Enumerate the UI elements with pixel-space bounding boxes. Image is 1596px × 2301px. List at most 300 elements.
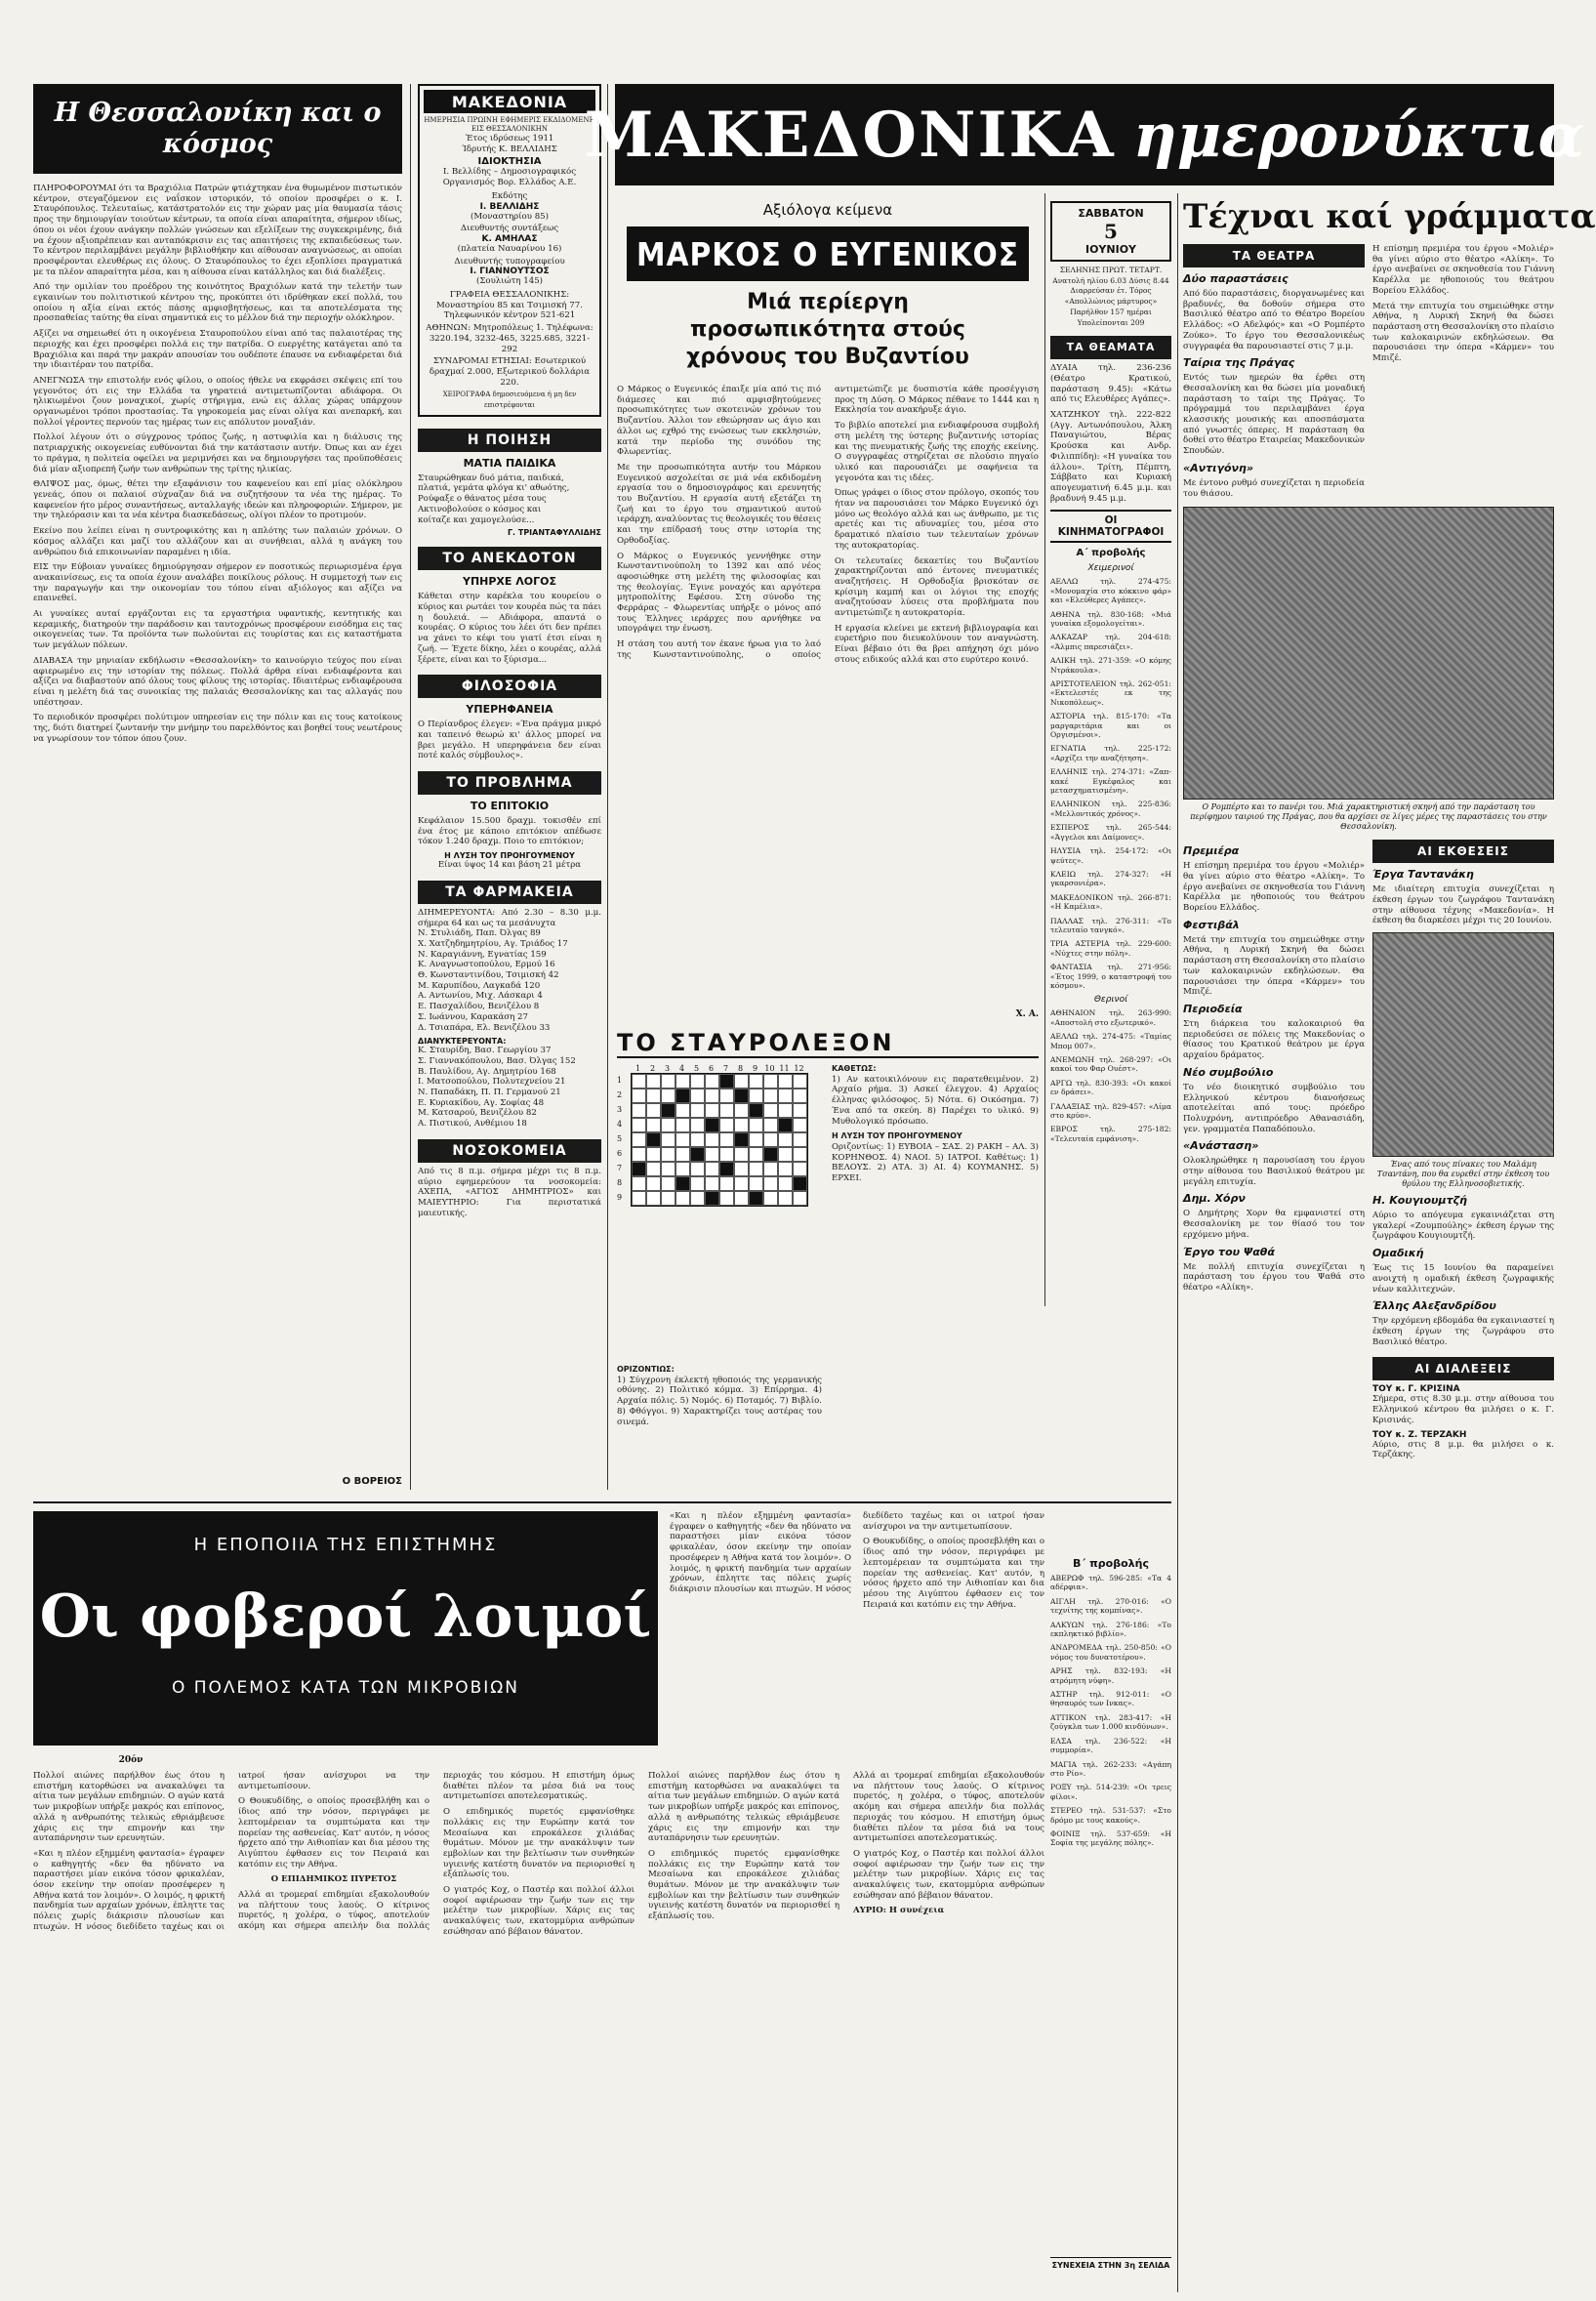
psathas-title: Έργο του Ψαθά (1183, 1245, 1275, 1258)
list-item: ΑΛΚΑΖΑΡ τηλ. 204-618: «Άλμπις παρεσιάζει». (1050, 633, 1171, 651)
col-number: 7 (722, 1064, 729, 1073)
crossword-cell (705, 1147, 719, 1162)
crossword-cell (675, 1118, 690, 1132)
list-item: Ι. Ματσοπούλου, Πολυτεχνείου 21 (418, 1077, 566, 1088)
paragraph: Πολλοί αιώνες παρήλθον έως ότου η επιστήμη κατορθώσει να ανακαλύψει τα αίτια των μεγάλων επιδημιών. Ο αγών κατά των μικροβίων υπήρξε μακρός και επίπονος, αλλά η ανθρωπότης τελικώς εθριάμβευσε χάρις εις την επιμονήν και την αυταπάρνησιν των ερευνητών. (648, 1771, 839, 1844)
crossword-cell (763, 1147, 778, 1162)
anecdote-title: ΥΠΗΡΧΕ ΛΟΓΟΣ (462, 575, 556, 589)
paragraph: ΔΙΑΒΑΣΑ την μηνιαίαν εκδήλωσιν «Θεσσαλονίκη» το καινούργιο τεύχος που είναι αφιερωμένο εις την ιστορίαν της πόλεως. Πολλά άρθρα είναι ενδιαφέροντα και αξίζει να διαβαστούν από όλους τους φίλους της ιστορίας. Ιδιαιτέρως ενδιαφέρουσα είναι η μελέτη διά τας συνοικίας της παλαιάς Θεσσαλονίκης και τας αλλαγάς που υπέστησαν. (33, 655, 402, 708)
crossword-cell (763, 1118, 778, 1132)
problem-answer: Είναι ύψος 14 και βάση 21 μέτρα (437, 860, 582, 871)
crossword-cell (734, 1162, 749, 1176)
horizontal-label: ΟΡΙΖΟΝΤΙΩΣ: (617, 1365, 675, 1374)
crossword-cell (646, 1147, 661, 1162)
list-item: ΑΘΗΝΑΙΟΝ τηλ. 263-990: «Αποστολή στο εξωτερικό». (1050, 1008, 1171, 1027)
problem-body: Κεφάλαιον 15.500 δραχμ. τοκισθέν επί ένα έτος με κάποιο επιτόκιον απέδωσε τόκον 1.240 δραχμ. Ποιο το επιτόκιον; (418, 816, 601, 847)
poem-line: πλατιά, γεμάτα φλόγα κι' αθωότης, (418, 483, 570, 494)
poem-line: Σταυρώθηκαν δυό μάτια, παιδικά, (418, 473, 564, 483)
tantanaki-body: Με ιδιαίτερη επιτυχία συνεχίζεται η έκθεση έργων του ζωγράφου Ταντανάκη στην αίθουσα τέχνης «Μακεδονία». Η έκθεση θα διαρκέσει μέχρι τις 20 Ιουνίου. (1372, 884, 1554, 926)
paragraph: Ο Θουκυδίδης, ο οποίος προσεβλήθη και ο ίδιος από την νόσον, περιγράφει με λεπτομέρειαν τα συμπτώματα και την πορείαν της ασθενείας. Κατ' αυτόν, η νόσος ήρχετο από την Αιθιοπίαν και δια μέσου της Αιγύπτου έφθασεν εις τον Πειραιά και κατόπιν εις την Αθήνα. (863, 1537, 1044, 1610)
crossword-cell (675, 1162, 690, 1176)
paragraph: Το περιοδικόν προσφέρει πολύτιμον υπηρεσίαν εις την πόλιν και εις τους κατοίκους της, διότι διατηρεί ζωντανήν την μνήμην του παρελθόντος και βοηθεί τους νεωτέρους να γνωρίσουν τον τόπον όπου ζουν. (33, 713, 402, 744)
section-divider (33, 1501, 1171, 1503)
crossword-cell (719, 1132, 734, 1147)
crossword-cell (632, 1132, 646, 1147)
masthead-ownership-label: ΙΔΙΟΚΤΗΣΙΑ (477, 156, 542, 168)
cinema-column (1050, 193, 1171, 1306)
masthead-founder: Ίδρυτής Κ. ΒΕΛΛΙΔΗΣ (462, 144, 557, 154)
arts-right-bottom (1372, 840, 1554, 1460)
list-item: ΑΤΤΙΚΟΝ τηλ. 283-417: «Η ζούγκλα των 1.000 κινδύνων». (1050, 1712, 1171, 1732)
column-divider (1044, 193, 1045, 1306)
paragraph: Το βιβλίο αποτελεί μια ενδιαφέρουσα συμβολή στη μελέτη της ύστερης βυζαντινής ιστορίας και της πνευματικής ζωής της εποχής εκείνης. Ο συγγραφέας στηρίζεται σε πλούσιο πηγαίο υλικό και παρουσιάζει με σαφήνεια τα γεγονότα και τις ιδέες. (835, 421, 1039, 483)
psathas-body: Με πολλή επιτυχία συνεχίζεται η παράσταση του έργου του Ψαθά στο θέατρο «Αλίκη». (1183, 1261, 1365, 1293)
paragraph: Ο Μάρκος ο Ευγενικός έπαιξε μία από τις πιό διάμεσες και πιό αμφισβητούμενες προσωπικότητες των σκοτεινών χρόνων του Βυζαντίου. Άλλοι τον εθεώρησαν ως άγιο και άλλοι ως εχθρό της ενώσεως των εκκλησιών, κατά την περίοδο της συνόδου της Φλωρεντίας. (617, 385, 821, 458)
poem-line: κοίταζε και χαμογελούσε... (418, 514, 535, 525)
list-item: Κ. Σταυρίδη, Βασ. Γεωργίου 37 (418, 1046, 552, 1056)
col-number: 4 (678, 1064, 685, 1073)
col-number: 6 (708, 1064, 715, 1073)
tours-body: Στη διάρκεια του καλοκαιριού θα περιοδεύσει σε πόλεις της Μακεδονίας ο θίασος του Κρατικού θεάτρου με έργα αρχαίου δράματος. (1183, 1018, 1365, 1061)
crossword-cell (632, 1176, 646, 1191)
premiere-body: Η επίσημη πρεμιέρα του έργου «Μολιέρ» θα γίνει αύριο στο θέατρο «Αλίκη». Το έργο ανεβαίνει σε σκηνοθεσία του Γιάννη Καρέλλα με ηθοποιούς του θεάτρου Βορείου Ελλάδος. (1183, 861, 1365, 914)
list-item: Ν. Παπαδάκη, Π. Π. Γερμανού 21 (418, 1088, 561, 1098)
night-pharmacy-label: ΔΙΑΝΥΚΤΕΡΕΥΟΝΤΑ: (418, 1037, 507, 1047)
list-item: ΑΣΤΗΡ τηλ. 912-011: «Ο θησαυρός των Ινκας». (1050, 1690, 1171, 1708)
crossword-clues (832, 1064, 1039, 1357)
list-item: Χ. Χατζηδημητρίου, Αγ. Τριάδος 17 (418, 938, 568, 949)
arts-column (1183, 193, 1596, 2292)
paragraph: Ο επιδημικός πυρετός εμφανίσθηκε πολλάκις εις την Ευρώπην κατά τον Μεσαίωνα και επροκάλεσε χιλιάδας θυμάτων. Μόνον με την ανακάλυψιν των εμβολίων και την βελτίωσιν των συνθηκών υγιεινής κατέστη δυνατόν να περιορισθεί η εξάπλωσίς του. (648, 1848, 839, 1922)
horizontal-clues: 1) Σύγχρονη έκλεκτή ηθοποιός της γερμανικής οθόνης. 2) Πολιτικό κόμμα. 3) Επίρρημα. 4) Αρχαία πόλις. 5) Νομός. 6) Ποταμός. 7) Βιβλίο. 8) Φθόγγοι. 9) Χαρακτηρίζει τους αστέρας του σινεμά. (617, 1375, 822, 1427)
crossword-cell (734, 1074, 749, 1089)
feature-article (617, 193, 1039, 1427)
crossword-cell (690, 1074, 705, 1089)
poem-line: Ακτινοβολούσε ο κόσμος και (418, 504, 542, 514)
crossword-cell (661, 1118, 675, 1132)
row-number: 8 (617, 1178, 623, 1187)
col-number: 2 (649, 1064, 656, 1073)
new-council-title: Νέο συμβούλιο (1183, 1065, 1274, 1079)
crossword-cell (749, 1191, 763, 1206)
list-item: Σ. Γιαννακόπουλου, Βασ. Όλγας 152 (418, 1055, 576, 1066)
crossword-cell (690, 1162, 705, 1176)
crossword-cell (793, 1103, 807, 1118)
second-run-column (1050, 1552, 1171, 2294)
paragraph: «Και η πλέον εξημμένη φαντασία» έγραφεν ο καθηγητής «δεν θα ηδύνατο να παραστήσει μίαν εικόνα τόσον φρικαλέαν, όσον εκείνην την οποίαν προσέφερεν η Αθήνα κατά τον λοιμόν». Ο λοιμός, η φρικτή πανδημία των αρχαίων χρόνων, έπληττε τας πόλεις χωρίς διάκρισιν πλουσίων και πτωχών. Η νόσος διεδίδετο ταχέως και οι ιατροί ήσαν ανίσχυροι να την αντιμετωπίσουν. (670, 1511, 1044, 1594)
crossword-row-numbers (617, 1073, 631, 1207)
masthead-subscription: ΣΥΝΔΡΟΜΑΙ ΕΤΗΣΙΑΙ: Εσωτερικού δραχμαί 2.000, Εξωτερικού δολλάρια 220. (429, 356, 591, 388)
masthead-offices: ΓΡΑΦΕΙΑ ΘΕΣΣΑΛΟΝΙΚΗΣ: Μοναστηρίου 85 και Τσιμισκή 77. Τηλεφωνικόν κέντρον 521-621 (436, 290, 583, 321)
crossword-cell (675, 1176, 690, 1191)
left-column-body (33, 184, 402, 1472)
almanac: ΣΕΛΗΝΗΣ ΠΡΩΤ. ΤΕΤΑΡΤ. Ανατολή ηλίου 6.03 Δύσις 8.44 Διαρρεύσαν έτ. Τόρος «Απολλώνιος μάρτυρος» Παρήλθον 157 ημέραι Υπολείπονται 209 (1052, 266, 1169, 327)
col-number: 12 (794, 1064, 804, 1073)
feature-title-box (627, 226, 1029, 281)
crossword-cell (778, 1103, 793, 1118)
poem-line: Ρούφαξε ο θάνατος μέσα τους (418, 494, 547, 505)
paragraph: Εκείνο που λείπει είναι η συντροφικότης και η απλότης των παλαιών χρόνων. Ο κόσμος αλλάζει και μαζί του αλλάζουν και αι συνήθειαι, αλλά η ανάγκη του ανθρώπου διά επικοινωνίαν παραμένει η ιδία. (33, 526, 402, 557)
crossword-cell (778, 1176, 793, 1191)
list-item: ΡΟΞΥ τηλ. 514-239: «Οι τρεις φίλοι». (1050, 1783, 1171, 1801)
crossword-cell (705, 1132, 719, 1147)
vertical-label: ΚΑΘΕΤΩΣ: (832, 1064, 877, 1073)
alexandridou-title: Έλλης Αλεξανδρίδου (1372, 1299, 1496, 1313)
horn-title: Δημ. Χόρν (1183, 1192, 1246, 1206)
kougioumtzi-body: Αύριο το απόγευμα εγκαινιάζεται στη γκαλερί «Ζουμπούλης» έκθεση έργων της ζωγράφου Κουγιουμτζή. (1372, 1211, 1554, 1242)
pharmacy-header: ΤΑ ΦΑΡΜΑΚΕΙΑ (418, 881, 601, 904)
row-number: 4 (617, 1120, 623, 1129)
masthead-note: ΧΕΙΡΟΓΡΑΦΑ δημοσιευόμενα ή μη δεν επιστρέφονται (442, 390, 577, 410)
anastasi-title: «Ανάσταση» (1183, 1139, 1259, 1153)
paragraph: ΕΙΣ την Εύβοιαν γυναίκες δημιούργησαν σήμερον εν ποσοτικώς περιωρισμένα έργα ανακαινίσεως, εις τα οποία έχουν αναλάβει ποικίλους ρόλους. Η συμμετοχή των εις την παραγωγήν και την οικονομίαν του τόπου είναι αξιόλογος και αξίζει να επαινεθεί. (33, 562, 402, 604)
paragraph: ΘΛΙΨΟΣ μας, όμως, θέτει την εξαφάνισιν του καφενείου και επί μίας ολόκληρου γενεάς, όπου οι παλαιοί σύχναζαν διά να συζητήσουν τα νέα της ημέρας. Το καφενείον ήτο μέρος συναντήσεως, ανταλλαγής ιδεών και πληροφοριών. Σήμερον, με την τηλεόρασιν και τα νέα κέντρα διασκεδάσεως, ολίγοι πλέον το προτιμούν. (33, 479, 402, 521)
crossword-cell (661, 1132, 675, 1147)
crossword-cell (705, 1074, 719, 1089)
crossword-cell (675, 1074, 690, 1089)
lecturer-1: ΤΟΥ κ. Γ. ΚΡΙΣΙΝΑ (1372, 1384, 1460, 1395)
list-item: Ε. Κυριακίδου, Αγ. Σοφίας 48 (418, 1097, 545, 1108)
crossword-cell (646, 1132, 661, 1147)
crossword-cell (719, 1176, 734, 1191)
left-column-signature: Ο ΒΟΡΕΙΟΣ (342, 1476, 402, 1487)
winter-label: Χειμερινοί (1087, 563, 1134, 574)
crossword-cell (778, 1147, 793, 1162)
paragraph: Πολλοί λέγουν ότι ο σύγχρονος τρόπος ζωής, η αστυφιλία και η διάλυσις της πατριαρχικής οικογενείας ευθύνονται διά την κατάστασιν αυτήν. Όπως και αν έχει το πράγμα, η πολιτεία οφείλει να μεριμνήσει και να δημιουργήσει τας προϋποθέσεις διά μίαν αξιοπρεπή ζωήν των ανθρώπων της τρίτης ηλικίας. (33, 432, 402, 474)
philosophy-title: ΥΠΕΡΗΦΑΝΕΙΑ (466, 703, 553, 717)
first-run-label: Α΄ προβολής (1076, 548, 1146, 559)
horn-body: Ο Δημήτρης Χορν θα εμφανιστεί στη Θεσσαλονίκη με τον θίασό του τον ερχόμενο μήνα. (1183, 1209, 1365, 1240)
row-number: 3 (617, 1105, 623, 1114)
crossword-cell (793, 1147, 807, 1162)
col-number: 8 (737, 1064, 744, 1073)
list-item: ΧΑΤΖΗΚΟΥ τηλ. 222-822 (Αγγ. Αντωνόπουλου, Άλκη Παναγιώτου, Βέρας Κρούσκα και Ανδρ. Φιλιππίδη): «Η γυναίκα του άλλου». Τρίτη, Πέμπτη, Σάββατο και Κυριακή απογευματινή 6.45 μ.μ. και βραδυνή 9.45 μ.μ. (1050, 410, 1171, 504)
list-item: Θ. Κωνσταντινίδου, Τσιμισκή 42 (418, 970, 559, 981)
crossword-cell (793, 1132, 807, 1147)
cinema-header: ΟΙ ΚΙΝΗΜΑΤΟΓΡΑΦΟΙ (1050, 510, 1171, 543)
crossword-cell (661, 1089, 675, 1103)
list-item: Β. Παυλίδου, Αγ. Δημητρίου 168 (418, 1066, 556, 1077)
arts-title: Τέχναι καί γράμματα (1183, 197, 1596, 236)
paragraph: Αλλά αι τρομεραί επιδημίαι εξακολουθούν να πλήττουν τους λαούς. Ο κίτρινος πυρετός, η χολέρα, ο τύφος, αποτελούν ακόμη και σήμερα απειλήν δια πολλάς περιοχάς του κόσμου. Η επιστήμη όμως διαθέτει πλέον τα μέσα διά να τους αντιμετωπίσει αποτελεσματικώς. (238, 1771, 634, 1932)
crossword-cell (778, 1191, 793, 1206)
crossword-cell (646, 1191, 661, 1206)
poem (418, 473, 601, 526)
philosophy-header: ΦΙΛΟΣΟΦΙΑ (418, 675, 601, 698)
row-number: 2 (617, 1090, 623, 1099)
paragraph: Ο γιατρός Κοχ, ο Παστέρ και πολλοί άλλοι σοφοί αφιέρωσαν την ζωήν των εις την μελέτην των μικροβίων. Χάρις εις τας ανακαλύψεις των, εκατομμύρια ανθρώπων εσώθησαν από βέβαιον θάνατον. (443, 1885, 634, 1937)
list-item: ΦΑΝΤΑΣΙΑ τηλ. 271-956: «Έτος 1999, ο καταστροφή του κόσμου». (1050, 963, 1171, 990)
crossword-cell (793, 1074, 807, 1089)
masthead-subtitle: ΗΜΕΡΗΣΙΑ ΠΡΩΙΝΗ ΕΦΗΜΕΡΙΣ ΕΚΔΙΔΟΜΕΝΗ ΕΙΣ ΘΕΣΣΑΛΟΝΙΚΗΝ (424, 116, 595, 133)
answer-label: Η ΛΥΣΗ ΤΟΥ ΠΡΟΗΓΟΥΜΕΝΟΥ (832, 1131, 962, 1141)
crossword-cell (719, 1191, 734, 1206)
crossword-cell (719, 1089, 734, 1103)
premiere-title: Πρεμιέρα (1183, 844, 1240, 858)
new-council-body: Το νέο διοικητικό συμβούλιο του Ελληνικού κέντρου διανοήσεως αποτελείται από τους: πρόεδρο Πολυχρόνη, αντιπρόεδρο Αθανασιάδη, γεν. γραμματέα Παπαδόπουλο. (1183, 1082, 1365, 1134)
left-column (33, 84, 402, 1490)
crossword-cell (646, 1118, 661, 1132)
masthead-printer: Ι. ΓΙΑΝΝΟΥΤΣΟΣ (470, 267, 550, 277)
paragraph: Με την προσωπικότητα αυτήν του Μάρκου Ευγενικού ασχολείται σε μιά νέα εκδιδομένη εργασία του ο δημοσιογράφος και ερευνητής του Βυζαντίου. Η εργασία αυτή εξετάζει τη ζωή και το έργο του σημαντικού αυτού ιεράρχη, αναλύοντας τις θεολογικές του θέσεις και την επίδρασή τους στην ιστορία της Ορθοδοξίας. (617, 462, 821, 546)
paragraph: Η επίσημη πρεμιέρα του έργου «Μολιέρ» θα γίνει αύριο στο θέατρο «Αλίκη». Το έργο ανεβαίνει σε σκηνοθεσία του Γιάννη Καρέλλα με ηθοποιούς του θεάτρου Βορείου Ελλάδος. (1372, 244, 1554, 296)
two-shows-title: Δύο παραστάσεις (1183, 272, 1289, 285)
crossword-cell (749, 1162, 763, 1176)
lecturer-2: ΤΟΥ κ. Ζ. ΤΕΡΖΑΚΗ (1372, 1429, 1467, 1440)
paragraph: ΠΛΗΡΟΦΟΡΟΥΜΑΙ ότι τα Βραχιόλια Πατρών φτιάχτηκαν ένα θυμωμένον πιστωτικόν κέντρον, στεγαζόμενον εις ναΐσκον ιστορικόν, τό οποίον προσφέρει ο κ. Ι. Σταυρόπουλος. Τελευταίως, κατάστρατολόν εις την χώραν μας μία θαυμασία τάσις προς την δημιουργίαν τοιούτων κέντρων, τα οποία είναι απαραίτητα, σήμερον ιδίως, όπου οι νέοι έχουν ανάγκην πολλών γνώσεων και εξελίξεων της συγκεκριμένης, διά να έχουν αξιοπρέπειαν και ανταπόκρισιν εις τας απαιτήσεις της εκπαιδεύσεως των. Το κέντρον περιλαμβάνει μεγάλην βιβλιοθήκην και αίθουσαν αναγνώσεως, αι οποίαι προσφέρονται ελευθέρως εις όλους. Ο Σταυρόπουλος το έχει εξοπλίσει πραγματικά με τα πλέον απαραίτητα μέσα, και η αίθουσα είναι κατάλληλος και διά διαλέξεις. (33, 184, 402, 277)
summer-label: Θερινοί (1093, 995, 1128, 1006)
crossword-cell (632, 1118, 646, 1132)
date-day: ΣΑΒΒΑΤΟΝ (1078, 207, 1144, 220)
second-run-label: Β΄ προβολής (1073, 1557, 1149, 1570)
crossword-cell (719, 1074, 734, 1089)
anecdote-header: ΤΟ ΑΝΕΚΔΟΤΟΝ (418, 547, 601, 570)
paragraph: Ο επιδημικός πυρετός εμφανίσθηκε πολλάκις εις την Ευρώπην κατά τον Μεσαίωνα και επροκάλεσε χιλιάδας θυμάτων. Μόνον με την ανακάλυψιν των εμβολίων και την βελτίωσιν των συνθηκών υγιεινής κατέστη δυνατόν να περιορισθεί η εξάπλωσίς του. (443, 1807, 634, 1880)
anastasi-body: Ολοκληρώθηκε η παρουσίαση του έργου στην αίθουσα του Βασιλικού θεάτρου με μεγάλη επιτυχία. (1183, 1156, 1365, 1187)
crossword-cell (749, 1089, 763, 1103)
masthead-publisher: Ι. ΒΕΛΛΙΔΗΣ (479, 201, 540, 212)
list-item: ΤΡΙΑ ΑΣΤΕΡΙΑ τηλ. 229-600: «Νύχτες στην πόλη». (1050, 939, 1171, 958)
masthead-editor-label: Διευθυντής συντάξεως (460, 224, 559, 234)
crossword-cell (734, 1176, 749, 1191)
paragraph: Ο Μάρκος ο Ευγενικός γεννήθηκε στην Κωνσταντινούπολη το 1392 και από νέος αφοσιώθηκε στη μελέτη της φιλοσοφίας και της θεολογίας. Έγινε μοναχός και αργότερα μητροπολίτης Εφέσου. Στη σύνοδο της Φερράρας – Φλωρεντίας υπήρξε ο μόνος από τους Έλληνες ιεράρχες που αρνήθηκε να υπογράψει την ένωση. (617, 551, 821, 635)
masthead-publisher-label: Εκδότης (491, 190, 528, 201)
bottom-article (33, 1511, 1044, 2292)
summer-cinemas (1050, 1008, 1171, 1143)
crossword-cell (749, 1147, 763, 1162)
crossword-cell (705, 1103, 719, 1118)
horizontal-clues-block (617, 1365, 822, 1427)
crossword-cell (734, 1118, 749, 1132)
crossword-cell (632, 1089, 646, 1103)
crossword-cell (646, 1176, 661, 1191)
date-box (1050, 201, 1171, 262)
list-item: Ν. Στυλιάδη, Παπ. Όλγας 89 (418, 928, 541, 939)
lecture-2-body: Αύριο, στις 8 μ.μ. θα μιλήσει ο κ. Τερζάκης. (1372, 1439, 1554, 1460)
masthead-logo: ΜΑΚΕΔΟΝΙΑ (424, 90, 595, 113)
kougioumtzi-title: Η. Κουγιουμτζή (1372, 1194, 1467, 1208)
winter-cinemas (1050, 577, 1171, 990)
paragraph: Ο Θουκυδίδης, ο οποίος προσεβλήθη και ο ίδιος από την νόσον, περιγράφει με λεπτομέρειαν τα συμπτώματα και την πορείαν της ασθενείας. Κατ' αυτόν, η νόσος ήρχετο από την Αιθιοπίαν και δια μέσου της Αιγύπτου έφθασεν εις τον Πειραιά και κατόπιν εις την Αθήνα. (238, 1796, 430, 1870)
crossword-cell (632, 1103, 646, 1118)
theater-body: Από δύο παραστάσεις, διοργανωμένες και βραδυνές, θα δοθούν σήμερα στο Βασιλικό θέατρο από το Θέατρο Βορείου Ελλάδος: «Ο Αδελφός» και «Ο Ρομπέρτο Ζούκο». Το έργο του Θεσσαλονικέως συγγραφέα θα παρουσιαστεί στις 7 μ.μ. (1183, 289, 1365, 351)
crossword-cell (690, 1118, 705, 1132)
crossword-answer: Οριζοντίως: 1) ΕΥΒΟΙΑ – ΣΑΣ. 2) ΡΑΚΗ – ΑΛ. 3) ΚΟΡΗΝΘΟΣ. 4) ΝΑΟΙ. 5) ΙΑΤΡΟΙ. Καθέτως: 1) ΒΕΛΟΥΣ. 2) ΑΤΑ. 3) ΑΙ. 4) ΚΟΥΜΑΝΗΣ. 5) ΕΡΧΕΙ. (832, 1141, 1039, 1184)
crossword-cell (661, 1162, 675, 1176)
crossword-cell (778, 1162, 793, 1176)
crossword-cell (734, 1089, 749, 1103)
masthead-ownership: Ι. Βελλίδης – Δημοσιογραφικός Οργανισμός Βορ. Ελλάδος Α.Ε. (442, 167, 577, 188)
crossword-cell (719, 1162, 734, 1176)
col-number: 10 (764, 1064, 775, 1073)
omadiki-body: Έως τις 15 Ιουνίου θα παραμείνει ανοιχτή η ομαδική έκθεση ζωγραφικής νέων καλλιτεχνών. (1372, 1263, 1554, 1294)
crossword-cell (661, 1074, 675, 1089)
bottom-body-top (670, 1511, 1044, 1746)
date-number: 5 (1104, 220, 1118, 243)
theater-photo-caption: Ο Ρομπέρτο και το πανέρι του. Μιά χαρακτηριστική σκηνή από την παράσταση του περίφημου ταιριού της Πράγας, που θα αρχίσει σε λίγες μέρες της παραστάσεις του στην Θεσσαλονίκη. (1190, 802, 1547, 832)
crossword-cell (749, 1132, 763, 1147)
crossword-cell (763, 1074, 778, 1089)
column-divider (1177, 193, 1178, 2292)
feature-subtitle: Μιά περίεργη προσωπικότητα στούς χρόνους του Βυζαντίου (686, 290, 969, 369)
exhibitions-header: ΑΙ ΕΚΘΕΣΕΙΣ (1372, 840, 1554, 863)
masthead-athens: ΑΘΗΝΩΝ: Μητροπόλεως 1. Τηλέφωνα: 3220.194, 3232-465, 3225.685, 3221-292 (426, 323, 593, 354)
crossword-cell (632, 1147, 646, 1162)
continue-note: ΣΥΝΕΧΕΙΑ ΣΤΗΝ 3η ΣΕΛΙΔΑ (1050, 2257, 1171, 2270)
pharmacy-list (418, 928, 601, 1033)
crossword-cell (705, 1162, 719, 1176)
crossword-cell (675, 1089, 690, 1103)
list-item: ΔΥΑΙΑ τηλ. 236-236 (Θέατρο Κρατικού, παράσταση 9.45): «Κάτω από τις Ελευθέρες Αγάπες». (1050, 363, 1171, 405)
theaters-list (1050, 363, 1171, 504)
bottom-kicker: Η ΕΠΟΠΟΙΙΑ ΤΗΣ ΕΠΙΣΤΗΜΗΣ (193, 1535, 498, 1555)
arts-theater-header: ΤΑ ΘΕΑΤΡΑ (1183, 244, 1365, 267)
paragraph: Η εργασία κλείνει με εκτενή βιβλιογραφία και ευρετήριο που διευκολύνουν τον αναγνώστη. Είναι βέβαιο ότι θα βρει απήχηση όχι μόνο στους ειδικούς αλλά και στο ευρύτερο κοινό. (835, 623, 1039, 665)
crossword-cell (705, 1089, 719, 1103)
masthead-editor: Κ. ΑΜΗΛΑΣ (481, 233, 538, 244)
arts-left-bottom (1183, 840, 1365, 1460)
masthead-editor-address: (πλατεία Ναυαρίνου 16) (457, 243, 562, 254)
crossword-cell (778, 1074, 793, 1089)
alexandridou-body: Την ερχόμενη εβδομάδα θα εγκαινιαστεί η έκθεση έργων της ζωγράφου στο Βασιλικό θέατρο. (1372, 1316, 1554, 1347)
crossword-puzzle (617, 1064, 822, 1357)
crossword-cell (734, 1103, 749, 1118)
list-item: ΑΙΓΛΗ τηλ. 270-016: «Ο τεχνίτης της κομπίνας». (1050, 1596, 1171, 1616)
crossword-cell (632, 1074, 646, 1089)
paragraph: Αι γυναίκες αυταί εργάζονται εις τα εργαστήρια υφαντικής, κεντητικής και κεραμικής, διατηρούν την παράδοσιν και ταυτοχρόνως προσφέρουν εισόδημα εις τας οικογενείας των. Τα προϊόντα των πωλούνται εις τουρίστας και εις καταστήματα των μεγάλων πόλεων. (33, 609, 402, 651)
list-item: Ν. Καραγιάννη, Εγνατίας 159 (418, 949, 547, 960)
crossword-cell (675, 1147, 690, 1162)
crossword-cell (705, 1191, 719, 1206)
theaters-header: ΤΑ ΘΕΑΜΑΤΑ (1050, 336, 1171, 359)
masthead-founded: Έτος ιδρύσεως 1911 (465, 134, 554, 144)
crossword-cell (778, 1132, 793, 1147)
crossword-cell (690, 1103, 705, 1118)
bottom-subtitle: Ο ΠΟΛΕΜΟΣ ΚΑΤΑ ΤΩΝ ΜΙΚΡΟΒΙΩΝ (171, 1678, 520, 1698)
crossword-cell (646, 1162, 661, 1176)
list-item: ΕΛΛΗΝΙΚΟΝ τηλ. 225-836: «Μελλοντικός χρόνος». (1050, 800, 1171, 818)
problem-title: ΤΟ ΕΠΙΤΟΚΙΟ (470, 800, 550, 813)
crossword-cell (778, 1118, 793, 1132)
poetry-header: Η ΠΟΙΗΣΗ (418, 429, 601, 452)
list-item: ΑΕΛΛΩ τηλ. 274-475: «Ταμίας Μπομ 007». (1050, 1032, 1171, 1050)
crossword-title: ΤΟ ΣΤΑΥΡΟΛΕΞΟΝ (617, 1029, 1039, 1058)
antigone-title: «Αντιγόνη» (1183, 461, 1253, 474)
list-item: ΜΑΚΕΔΟΝΙΚΟΝ τηλ. 266-871: «Η Καμέλια». (1050, 892, 1171, 912)
festival-title: Φεστιβάλ (1183, 918, 1240, 931)
arts-theater-col (1183, 244, 1365, 499)
list-item: Δ. Τσιαπάρα, Ελ. Βενιζέλου 33 (418, 1022, 551, 1033)
crossword-cell (690, 1176, 705, 1191)
paragraph: ΑΝΕΓΝΩΣΑ την επιστολήν ενός φίλου, ο οποίος ήθελε να εκφράσει σκέψεις επί του γεγονότος ότι εις την Ελλάδα τα γηρατειά αντιμετωπίζονται αδιάφορα. Οι ηλικιωμένοι ζουν μοναχικοί, χωρίς στήριγμα, ενώ εις άλλας χώρας υπάρχουν οργανωμένοι τρόποι προστασίας. Τα γηροκομεία μας είναι ολίγα και ανεπαρκή, και πολλοί γέροντες περνούν τας ημέρας των εις απόλυτον μοναξιάν. (33, 375, 402, 428)
top-banner (584, 84, 1585, 185)
crossword-cell (705, 1118, 719, 1132)
crossword-grid (631, 1073, 808, 1207)
list-item: ΑΛΚΥΩΝ τηλ. 276-186: «Το εκπληκτικό βιβλίο». (1050, 1620, 1171, 1639)
crossword-cell (734, 1147, 749, 1162)
list-item: ΕΓΝΑΤΙΑ τηλ. 225-172: «Αρχίζει την αναζήτηση». (1050, 744, 1171, 762)
arts-bottom (1183, 840, 1554, 1460)
philosophy-body: Ο Περίανδρος έλεγεν: «Ένα πράγμα μικρό και ταπεινό θεωρώ κι' άλλος μπορεί να βρει μεγάλο. Η υπερηφάνεια δεν είναι ποτέ καλός σύμβουλος». (418, 719, 601, 761)
row-number: 7 (617, 1164, 623, 1172)
list-item: ΑΡΗΣ τηλ. 832-193: «Η ατρόμητη νύφη». (1050, 1666, 1171, 1685)
crossword-cell (793, 1089, 807, 1103)
list-item: ΑΝΕΜΩΝΗ τηλ. 268-297: «Οι κακοί του Φαρ Ουέστ». (1050, 1055, 1171, 1074)
crossword-cell (690, 1089, 705, 1103)
paragraph: «Και η πλέον εξημμένη φαντασία» έγραφεν ο καθηγητής «δεν θα ηδύνατο να παραστήσει μίαν εικόνα τόσον φρικαλέαν, όσον εκείνην την οποίαν προσέφερεν η Αθήνα κατά τον λοιμόν». Ο λοιμός, η φρικτή πανδημία των αρχαίων χρόνων, έπληττε τας πόλεις χωρίς διάκρισιν πλουσίων και πτωχών. Η νόσος διεδίδετο ταχέως και οι ιατροί ήσαν ανίσχυροι να την αντιμετωπίσουν. (33, 1771, 430, 1932)
nursing-header: ΝΟΣΟΚΟΜΕΙΑ (418, 1139, 601, 1163)
tours-title: Περιοδεία (1183, 1002, 1243, 1015)
crossword-cell (705, 1176, 719, 1191)
paragraph: Όπως γράφει ο ίδιος στον πρόλογο, σκοπός του ήταν να παρουσιάσει τον Μάρκο Ευγενικό όχι μόνο ως θεολόγο αλλά και ως άνθρωπο, με τις αρετές και τις αδυναμίες του, μέσα στο δραματικό πλαίσιο των τελευταίων χρόνων της αυτοκρατορίας. (835, 488, 1039, 551)
arts-top (1183, 244, 1554, 499)
section-subheading: Ο ΕΠΙΔΗΜΙΚΟΣ ΠΥΡΕΤΟΣ (270, 1874, 397, 1885)
col-number: 9 (752, 1064, 758, 1073)
feature-signature: Χ. Α. (1015, 1009, 1039, 1019)
column-divider (607, 84, 608, 1490)
pharmacy-intro: ΔΙΗΜΕΡΕΥΟΝΤΑ: Από 2.30 – 8.30 μ.μ. σήμερα 64 και ως τα μεσάνυχτα (418, 907, 601, 928)
crossword-cell (793, 1176, 807, 1191)
list-item: ΦΟΙΝΙΞ τηλ. 537-659: «Η Σοφία της μεγάλης πόλης». (1050, 1828, 1171, 1848)
crossword-cell (763, 1176, 778, 1191)
crossword-cell (675, 1191, 690, 1206)
list-item: Μ. Καρυπίδου, Λαγκαδά 120 (418, 980, 541, 991)
list-item: Α. Αντωνίου, Μιχ. Λάσκαρι 4 (418, 991, 543, 1002)
left-column-title: Η Θεσσαλονίκη και ο κόσμος (54, 98, 382, 159)
list-item: ΑΡΙΣΤΟΤΕΛΕΙΟΝ τηλ. 262-051: «Εκτελεστές εκ της Νικοπόλεως». (1050, 679, 1171, 707)
vertical-clues: 1) Αν κατοικιλόνουν εις παρατεθειμένον. 2) Αρχαίο ρήμα. 3) Ασκεί έλεγχον. 4) Αρχαίος έλληνας φιλόσοφος. 5) Νότα. 6) Οικόσημα. 7) Ένα από τα σκεύη. 8) Παρέχει το υλικό. 9) Μυθολογικό πρόσωπο. (832, 1074, 1039, 1127)
col-number: 3 (664, 1064, 671, 1073)
continue-note: ΑΥΡΙΟ: Η συνέχεια (853, 1906, 945, 1916)
col-number: 11 (779, 1064, 790, 1073)
list-item: ΑΘΗΝΑ τηλ. 830-168: «Μιά γυναίκα εξομολογείται». (1050, 609, 1171, 628)
column-divider (410, 84, 411, 1490)
crossword-cell (675, 1103, 690, 1118)
feature-title: ΜΑΡΚΟΣ Ο ΕΥΓΕΝΙΚΟΣ (635, 234, 1020, 273)
banner-title-left: ΜΑΚΕΔΟΝΙΚΑ (584, 98, 1116, 172)
crossword-cell (719, 1118, 734, 1132)
list-item: ΕΛΛΗΝΙΣ τηλ. 274-371: «Ζαπ-κακέ Εγκέφαλος και μετασχηματισμένη». (1050, 767, 1171, 796)
row-number: 5 (617, 1134, 623, 1143)
crossword-cell (763, 1132, 778, 1147)
col-number: 1 (634, 1064, 641, 1073)
crossword-cell (793, 1118, 807, 1132)
masthead-printer-address: (Σουλιώτη 145) (475, 276, 544, 287)
list-item: Ε. Πασχαλίδου, Βενιζέλου 8 (418, 1002, 540, 1012)
problem-answer-label: Η ΛΥΣΗ ΤΟΥ ΠΡΟΗΓΟΥΜΕΝΟΥ (444, 851, 575, 861)
festival-body: Μετά την επιτυχία του σημειώθηκε στην Αθήνα, η Λυρική Σκηνή θα δώσει παράσταση στη Θεσσαλονίκη στο πλαίσιο των καλοκαιρινών εκδηλώσεων. Θα παρουσιάσει την όπερα «Κάρμεν» του Μπιζέ. (1183, 934, 1365, 998)
crossword-cell (719, 1147, 734, 1162)
paragraph: Πολλοί αιώνες παρήλθον έως ότου η επιστήμη κατορθώσει να ανακαλύψει τα αίτια των μεγάλων επιδημιών. Ο αγών κατά των μικροβίων υπήρξε μακρός και επίπονος, αλλά η ανθρωπότης τελικώς εθριάμβευσε χάρις εις την επιμονήν και την αυταπάρνησιν των ερευνητών. (33, 1771, 225, 1844)
masthead-publisher-address: (Μοναστηρίου 85) (471, 211, 549, 222)
poet-name: Γ. ΤΡΙΑΝΤΑΦΥΛΛΙΔΗΣ (507, 528, 601, 538)
painting-caption: Ένας από τους πίνακες του Μαλάμη Τσαντάνη, που θα ευρεθεί στην έκθεση του θρύλου της Ελληνοσοβιετικής. (1376, 1160, 1550, 1189)
night-pharmacy-list (418, 1046, 601, 1130)
paragraph: Αλλά αι τρομεραί επιδημίαι εξακολουθούν να πλήττουν τους λαούς. Ο κίτρινος πυρετός, η χολέρα, ο τύφος, αποτελούν ακόμη και σήμερα απειλήν δια πολλάς περιοχάς του κόσμου. Η επιστήμη όμως διαθέτει πλέον τα μέσα διά να τους αντιμετωπίσει αποτελεσματικώς. (853, 1771, 1044, 1844)
bottom-body (33, 1771, 1044, 2279)
crossword-cell (661, 1191, 675, 1206)
paragraph: Μετά την επιτυχία του σημειώθηκε στην Αθήνα, η Λυρική Σκηνή θα δώσει παράσταση στη Θεσσαλονίκη στο πλαίσιο των καλοκαιρινών εκδηλώσεων. Θα παρουσιάσει την όπερα «Κάρμεν» του Μπιζέ. (1372, 301, 1554, 364)
painting-photo (1372, 932, 1554, 1157)
list-item: ΜΑΓΙΑ τηλ. 262-233: «Αγάπη στο Ρίο». (1050, 1759, 1171, 1778)
list-item: Α. Πιστικού, Ανθέμιου 18 (418, 1119, 527, 1130)
list-item: ΗΛΥΣΙΑ τηλ. 254-172: «Οι ψεύτες». (1050, 846, 1171, 865)
list-item: ΓΑΛΑΞΙΑΣ τηλ. 829-457: «Λίμα στο κρύο». (1050, 1101, 1171, 1121)
crossword-cell (734, 1191, 749, 1206)
theater-photo (1183, 507, 1554, 800)
list-item: Σ. Ιωάννου, Καρακάση 27 (418, 1011, 528, 1022)
bottom-title-box (33, 1511, 658, 1746)
